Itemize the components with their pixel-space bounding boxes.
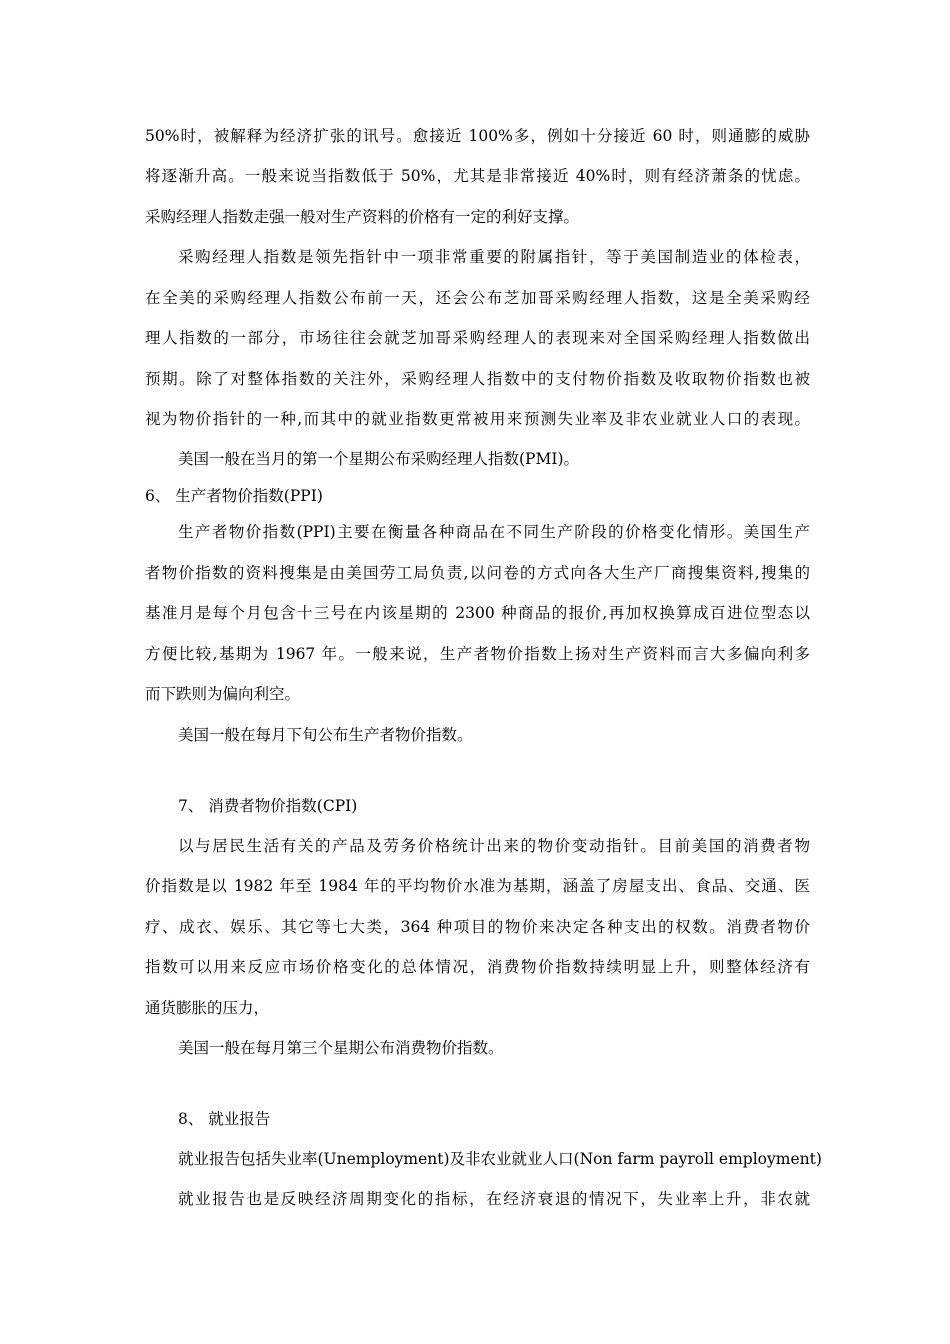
paragraph-line: 就业报告包括失业率(Unemployment)及非农业就业人口(Non farm payroll employment) xyxy=(178,1150,822,1168)
paragraph-line: 指数可以用来反应市场价格变化的总体情况，消费物价指数持续明显上升，则整体经济有 xyxy=(145,958,810,976)
paragraph-line: 以与居民生活有关的产品及劳务价格统计出来的物价变动指针。目前美国的消费者物 xyxy=(178,837,810,855)
paragraph-line: 预期。除了对整体指数的关注外，采购经理人指数中的支付物价指数及收取物价指数也被 xyxy=(145,370,810,388)
paragraph-line: 疗、成衣、娱乐、其它等七大类，364 种项目的物价来决定各种支出的权数。消费者物价 xyxy=(145,918,810,936)
paragraph-line: 者物价指数的资料搜集是由美国劳工局负责,以问卷的方式向各大生产厂商搜集资料,搜集的 xyxy=(145,564,810,582)
paragraph-line: 美国一般在每月下旬公布生产者物价指数。 xyxy=(178,726,473,744)
paragraph-line: 就业报告也是反映经济周期变化的指标，在经济衰退的情况下，失业率上升，非农就 xyxy=(178,1190,810,1208)
paragraph-line: 采购经理人指数是领先指针中一项非常重要的附属指针，等于美国制造业的体检表， xyxy=(178,248,810,266)
paragraph-line: 理人指数的一部分，市场往往会就芝加哥采购经理人的表现来对全国采购经理人指数做出 xyxy=(145,329,810,347)
paragraph-line: 通货膨胀的压力， xyxy=(145,999,270,1017)
paragraph-line: 生产者物价指数(PPI)主要在衡量各种商品在不同生产阶段的价格变化情形。美国生产 xyxy=(178,523,810,541)
paragraph-line: 价指数是以 1982 年至 1984 年的平均物价水准为基期，涵盖了房屋支出、食品、交通、医 xyxy=(145,877,810,895)
section-heading: 7、 消费者物价指数(CPI) xyxy=(178,797,358,815)
paragraph-line: 采购经理人指数走强一般对生产资料的价格有一定的利好支撑。 xyxy=(145,208,580,226)
section-heading: 8、 就业报告 xyxy=(178,1110,271,1128)
section-heading: 6、 生产者物价指数(PPI) xyxy=(145,487,323,505)
paragraph-line: 在全美的采购经理人指数公布前一天，还会公布芝加哥采购经理人指数，这是全美采购经 xyxy=(145,289,810,307)
paragraph-line: 50%时，被解释为经济扩张的讯号。愈接近 100%多，例如十分接近 60 时，则通膨的威胁 xyxy=(145,127,810,145)
paragraph-line: 方便比较,基期为 1967 年。一般来说，生产者物价指数上扬对生产资料而言大多偏向利多 xyxy=(145,645,810,663)
paragraph-line: 美国一般在每月第三个星期公布消费物价指数。 xyxy=(178,1039,504,1057)
paragraph-line: 美国一般在当月的第一个星期公布采购经理人指数(PMI)。 xyxy=(178,450,580,468)
paragraph-line: 视为物价指针的一种,而其中的就业指数更常被用来预测失业率及非农业就业人口的表现。 xyxy=(145,410,810,428)
paragraph-line: 基准月是每个月包含十三号在内该星期的 2300 种商品的报价,再加权换算成百进位型态以 xyxy=(145,604,810,622)
paragraph-line: 而下跌则为偏向利空。 xyxy=(145,685,301,703)
paragraph-line: 将逐渐升高。一般来说当指数低于 50%，尤其是非常接近 40%时，则有经济萧条的忧虑。 xyxy=(145,167,810,185)
